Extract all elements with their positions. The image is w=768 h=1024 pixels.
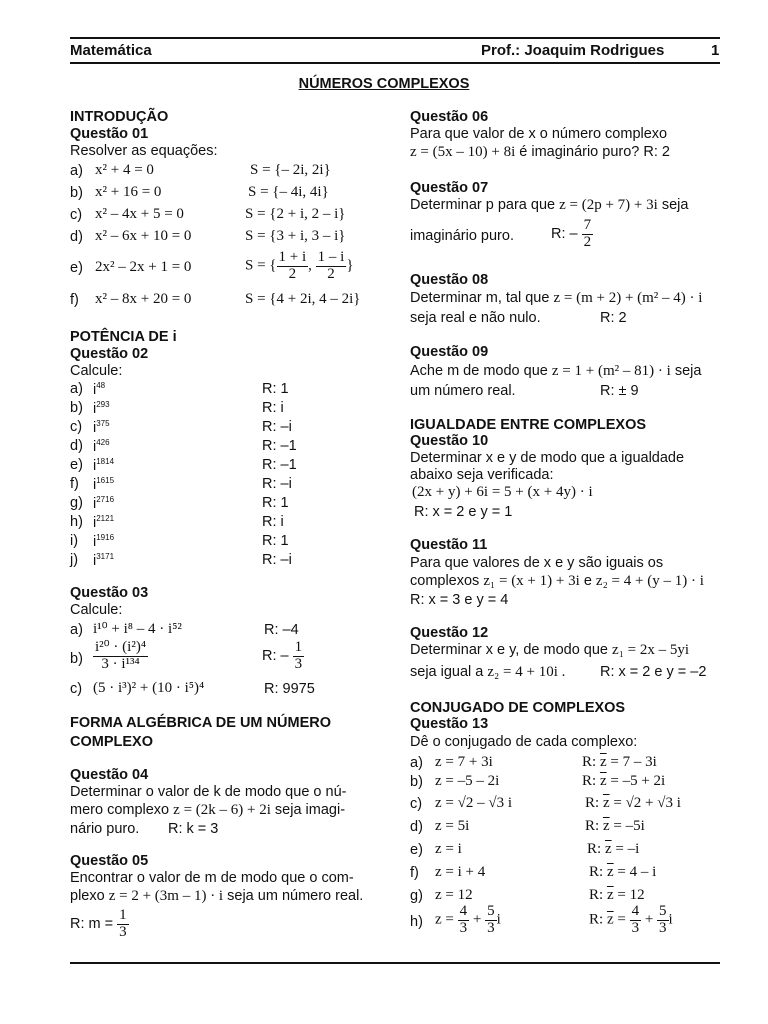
header-rule [70, 62, 720, 64]
power-exponent: 426 [96, 438, 110, 447]
power-base: i [93, 514, 97, 531]
question-06-text [410, 145, 670, 160]
z-bar: $\overline{z}$ [602, 818, 610, 834]
header-subject: Matemática [70, 42, 152, 59]
question-09-text: um número real. [410, 383, 516, 399]
question-07-text: imaginário puro. [410, 228, 514, 244]
power-exponent: 1814 [96, 457, 115, 466]
list-letter: e) [70, 457, 83, 473]
imaginary-unit: i [496, 911, 501, 928]
text: seja [674, 363, 702, 379]
list-letter: d) [410, 819, 423, 835]
equation: z₁ = (x + 1) + 3i [483, 573, 580, 589]
question-07-label: Questão 07 [410, 180, 489, 196]
power-expression [93, 477, 114, 492]
conjugate [587, 842, 639, 857]
conjugate [589, 888, 645, 903]
answer: R: i [262, 400, 284, 416]
list-letter: h) [410, 914, 423, 930]
question-04-text [70, 803, 345, 818]
question-08-text [410, 291, 702, 306]
fraction [485, 904, 497, 937]
answer-prefix: R: [585, 795, 600, 811]
fraction-denominator: 3 [294, 655, 303, 672]
conjugate-value: = √2 + √3 i [613, 795, 681, 811]
fraction-numerator: 4 [631, 903, 640, 919]
question-03-label: Questão 03 [70, 585, 149, 601]
complex-number: z = 5i [435, 818, 470, 834]
text: e [583, 573, 592, 589]
complex-number [435, 904, 501, 937]
fraction-numerator: 1 [119, 907, 127, 923]
question-13-prompt: Dê o conjugado de cada complexo: [410, 734, 638, 750]
fraction-denominator: 2 [288, 265, 297, 282]
answer [551, 218, 593, 251]
answer-prefix: R: [582, 754, 597, 770]
power-expression [93, 496, 114, 511]
solution: S = {2 + i, 2 – i} [245, 206, 346, 222]
equation: z₁ = 2x – 5yi [612, 642, 690, 658]
question-09-text [410, 364, 701, 379]
question-08-text: seja real e não nulo. [410, 310, 541, 326]
conjugate [585, 819, 645, 834]
equation: z = 1 + (m² – 81) · i [551, 363, 671, 379]
power-base: i [93, 495, 97, 512]
power-base: i [93, 457, 97, 474]
list-letter: e) [70, 260, 83, 276]
fraction-numerator: i²⁰ · (i²)⁴ [95, 639, 147, 655]
plus-sign: + [472, 911, 482, 928]
section-heading-conjugate: CONJUGADO DE COMPLEXOS [410, 700, 626, 716]
conjugate-value: = –5i [613, 818, 645, 834]
list-letter: g) [70, 495, 83, 511]
equation: x² + 4 = 0 [95, 162, 154, 178]
list-letter: c) [70, 681, 83, 697]
power-expression [93, 534, 114, 549]
list-letter: f) [410, 865, 419, 881]
conjugate [582, 755, 657, 770]
text: mero complexo [70, 802, 170, 818]
fraction-numerator: 1 + i [278, 249, 307, 265]
equation: z = (5x – 10) + 8i [410, 144, 516, 160]
conjugate-value: = –5 + 2i [610, 773, 666, 789]
fraction-denominator: 2 [327, 265, 335, 282]
answer: R: 1 [262, 533, 289, 549]
power-base: i [93, 476, 97, 493]
fraction-numerator: 7 [583, 217, 592, 233]
question-09-label: Questão 09 [410, 344, 489, 360]
list-letter: b) [70, 400, 83, 416]
plus-sign: + [644, 911, 654, 928]
z-bar: $\overline{z}$ [606, 911, 614, 928]
question-02-label: Questão 02 [70, 346, 149, 362]
power-exponent: 48 [96, 381, 106, 390]
conjugate-value: = 7 – 3i [610, 754, 657, 770]
list-letter: b) [70, 185, 83, 201]
section-heading-algebraic-2: COMPLEXO [70, 734, 153, 750]
solution-prefix: S = { [245, 257, 277, 274]
fraction [582, 218, 594, 251]
power-exponent: 1615 [96, 476, 115, 485]
power-expression [93, 515, 114, 530]
fraction [293, 640, 305, 673]
fraction [117, 908, 129, 941]
fraction-denominator: 3 [631, 919, 640, 936]
text: seja igual a [410, 664, 484, 680]
equation: x² + 16 = 0 [95, 184, 162, 200]
fraction [458, 904, 470, 937]
power-base: i [93, 533, 97, 550]
question-04-label: Questão 04 [70, 767, 149, 783]
z-bar: $\overline{z}$ [602, 795, 610, 811]
power-base: i [93, 552, 97, 569]
solution-suffix: } [346, 257, 354, 274]
solution: S = {– 2i, 2i} [250, 162, 331, 178]
text: seja um número real. [227, 888, 364, 904]
answer: R: –i [262, 419, 292, 435]
equation: x² – 8x + 20 = 0 [95, 291, 192, 307]
equation: z = (2p + 7) + 3i [559, 197, 658, 213]
power-base: i [93, 438, 97, 455]
expression: (5 · i³)² + (10 · i⁵)⁴ [93, 680, 205, 696]
answer-prefix: R: [587, 841, 602, 857]
complex-number: z = √2 – √3 i [435, 795, 512, 811]
list-letter: a) [70, 381, 83, 397]
solution: S = { $\frac{1 + i}{2}$ , $\frac{1 - i}{2}$ } [245, 249, 354, 282]
fraction-denominator: 3 [659, 919, 667, 936]
power-base: i [93, 400, 97, 417]
conjugate [585, 796, 681, 811]
conjugate-value: = –i [615, 841, 640, 857]
list-letter: f) [70, 476, 79, 492]
list-letter: c) [70, 419, 83, 435]
fraction-numerator: 4 [459, 903, 468, 919]
power-exponent: 2716 [96, 495, 115, 504]
answer-prefix: R: [589, 911, 604, 928]
answer: R: k = 3 [168, 821, 219, 837]
list-letter: c) [70, 207, 83, 223]
answer-prefix: R: m = [70, 916, 114, 933]
answer: R: x = 2 e y = –2 [600, 664, 707, 680]
list-letter: g) [410, 888, 423, 904]
answer-prefix: R: [582, 773, 597, 789]
question-12-label: Questão 12 [410, 625, 489, 641]
section-heading-equality: IGUALDADE ENTRE COMPLEXOS [410, 417, 647, 433]
power-expression [93, 458, 114, 473]
answer: R: x = 3 e y = 4 [410, 592, 509, 608]
question-07-text [410, 198, 688, 213]
conjugate-value: = 12 [617, 887, 645, 903]
question-03-prompt: Calcule: [70, 602, 123, 618]
answer [70, 908, 129, 941]
answer: R: –i [262, 552, 292, 568]
answer-prefix: R: [589, 864, 604, 880]
answer-prefix: R: – [262, 648, 289, 665]
bottom-rule [70, 962, 720, 964]
answer-prefix: R: [585, 818, 600, 834]
complex-number: z = i [435, 841, 462, 857]
power-expression [93, 553, 114, 568]
power-exponent: 3171 [96, 552, 115, 561]
solution: S = {3 + i, 3 – i} [245, 228, 346, 244]
complex-number: z = –5 – 2i [435, 773, 500, 789]
answer: R: 1 [262, 381, 289, 397]
power-exponent: 293 [96, 400, 110, 409]
fraction [657, 904, 669, 937]
z-bar: $\overline{z}$ [599, 773, 607, 789]
answer-prefix: R: [589, 887, 604, 903]
text: plexo [70, 888, 105, 904]
list-letter: b) [70, 651, 83, 667]
equation: x² – 6x + 10 = 0 [95, 228, 192, 244]
question-02-prompt: Calcule: [70, 363, 123, 379]
answer: R: –1 [262, 457, 297, 473]
answer: R: i [262, 514, 284, 530]
solution: S = {– 4i, 4i} [248, 184, 329, 200]
conjugate-value: = 4 – i [617, 864, 657, 880]
page-title: NÚMEROS COMPLEXOS [298, 76, 470, 92]
equation: 2x² – 2x + 1 = 0 [95, 259, 192, 275]
fraction [277, 250, 309, 283]
conjugate [589, 904, 673, 937]
list-letter: b) [410, 774, 423, 790]
question-01-prompt: Resolver as equações: [70, 143, 218, 159]
power-expression [93, 382, 105, 397]
question-06-label: Questão 06 [410, 109, 489, 125]
fraction-denominator: 3 [459, 919, 468, 936]
fraction-denominator: 3 [119, 923, 127, 940]
answer-prefix: R: – [551, 226, 578, 243]
question-13-label: Questão 13 [410, 716, 489, 732]
power-expression [93, 420, 110, 435]
answer: R: x = 2 e y = 1 [414, 504, 513, 520]
fraction-denominator: 3 [487, 919, 495, 936]
power-exponent: 375 [96, 419, 110, 428]
question-12-text [410, 665, 565, 680]
complex-number: z = 7 + 3i [435, 754, 493, 770]
list-letter: d) [70, 438, 83, 454]
question-11-label: Questão 11 [410, 537, 488, 553]
question-10-text: abaixo seja verificada: [410, 467, 554, 483]
list-letter: a) [70, 163, 83, 179]
list-letter: e) [410, 842, 423, 858]
answer: R: –4 [264, 622, 299, 638]
z-bar: $\overline{z}$ [606, 887, 614, 903]
question-06-text: Para que valor de x o número complexo [410, 126, 668, 142]
question-11-text: Para que valores de x e y são iguais os [410, 555, 664, 571]
z-bar: $\overline{z}$ [606, 864, 614, 880]
text: Determinar x e y, de modo que [410, 642, 608, 658]
text: Determinar p para que [410, 197, 556, 213]
fraction-numerator: 5 [659, 903, 667, 919]
fraction-body [93, 640, 148, 673]
list-letter: j) [70, 552, 79, 568]
equals-sign: = [617, 911, 626, 928]
answer: R: –i [262, 476, 292, 492]
list-letter: i) [70, 533, 79, 549]
list-letter: c) [410, 796, 423, 812]
section-heading-algebraic: FORMA ALGÉBRICA DE UM NÚMERO [70, 715, 331, 731]
text: seja imagi- [274, 802, 346, 818]
top-rule [70, 37, 720, 39]
z-bar: $\overline{z}$ [604, 841, 612, 857]
fraction [316, 250, 347, 283]
question-05-text [70, 889, 363, 904]
text: complexos [410, 573, 480, 589]
equation: z = 2 + (3m – 1) · i [108, 888, 224, 904]
question-04-text: Determinar o valor de k de modo que o nú- [70, 784, 347, 800]
complex-number: z = 12 [435, 887, 473, 903]
text: é imaginário puro? R: 2 [519, 144, 670, 160]
list-letter: d) [70, 229, 83, 245]
answer: R: 9975 [264, 681, 315, 697]
equation: z = (2k – 6) + 2i [173, 802, 271, 818]
power-exponent: 2121 [96, 514, 115, 523]
equation: (2x + y) + 6i = 5 + (x + 4y) · i [412, 484, 593, 500]
answer: R: 1 [262, 495, 289, 511]
question-10-label: Questão 10 [410, 433, 489, 449]
power-expression [93, 439, 110, 454]
power-base: i [93, 381, 97, 398]
list-letter: a) [70, 622, 83, 638]
answer [262, 640, 304, 673]
fraction-numerator: 1 – i [317, 249, 345, 265]
header-author: Prof.: Joaquim Rodrigues [481, 42, 665, 59]
list-letter: a) [410, 755, 423, 771]
answer: R: –1 [262, 438, 297, 454]
complex-number: z = i + 4 [435, 864, 486, 880]
fraction-denominator: 2 [583, 233, 592, 250]
text: seja [661, 197, 689, 213]
section-heading-power: POTÊNCIA DE i [70, 329, 177, 345]
list-letter: h) [70, 514, 83, 530]
equation: z₂ = 4 + (y – 1) · i [595, 573, 704, 589]
question-05-text: Encontrar o valor de m de modo que o com- [70, 870, 354, 886]
question-05-label: Questão 05 [70, 853, 149, 869]
fraction [93, 640, 148, 673]
z-prefix: z = [435, 911, 454, 928]
question-08-label: Questão 08 [410, 272, 489, 288]
fraction-numerator: 1 [294, 639, 303, 655]
list-letter: f) [70, 292, 79, 308]
equation: x² – 4x + 5 = 0 [95, 206, 184, 222]
power-exponent: 1916 [96, 533, 115, 542]
header-page-number: 1 [711, 42, 720, 59]
fraction-denominator: 3 · i¹³⁴ [101, 655, 140, 672]
question-01-label: Questão 01 [70, 126, 149, 142]
question-11-text [410, 574, 704, 589]
fraction-numerator: 5 [487, 903, 495, 919]
equation: z₂ = 4 + 10i . [487, 664, 566, 680]
power-base: i [93, 419, 97, 436]
conjugate [582, 774, 665, 789]
power-expression [93, 401, 110, 416]
question-12-text [410, 643, 689, 658]
conjugate [589, 865, 656, 880]
solution: S = {4 + 2i, 4 – 2i} [245, 291, 361, 307]
expression: i¹⁰ + i⁸ – 4 · i⁵² [93, 621, 182, 637]
imaginary-unit: i [668, 911, 673, 928]
text: Determinar m, tal que [410, 290, 550, 306]
section-heading-intro: INTRODUÇÃO [70, 109, 169, 125]
equation: z = (m + 2) + (m² – 4) · i [553, 290, 703, 306]
z-bar: $\overline{z}$ [599, 754, 607, 770]
question-10-text: Determinar x e y de modo que a igualdade [410, 450, 685, 466]
text: Ache m de modo que [410, 363, 548, 379]
question-04-text: nário puro. [70, 821, 140, 837]
fraction [630, 904, 642, 937]
answer: R: ± 9 [600, 383, 639, 399]
answer: R: 2 [600, 310, 627, 326]
